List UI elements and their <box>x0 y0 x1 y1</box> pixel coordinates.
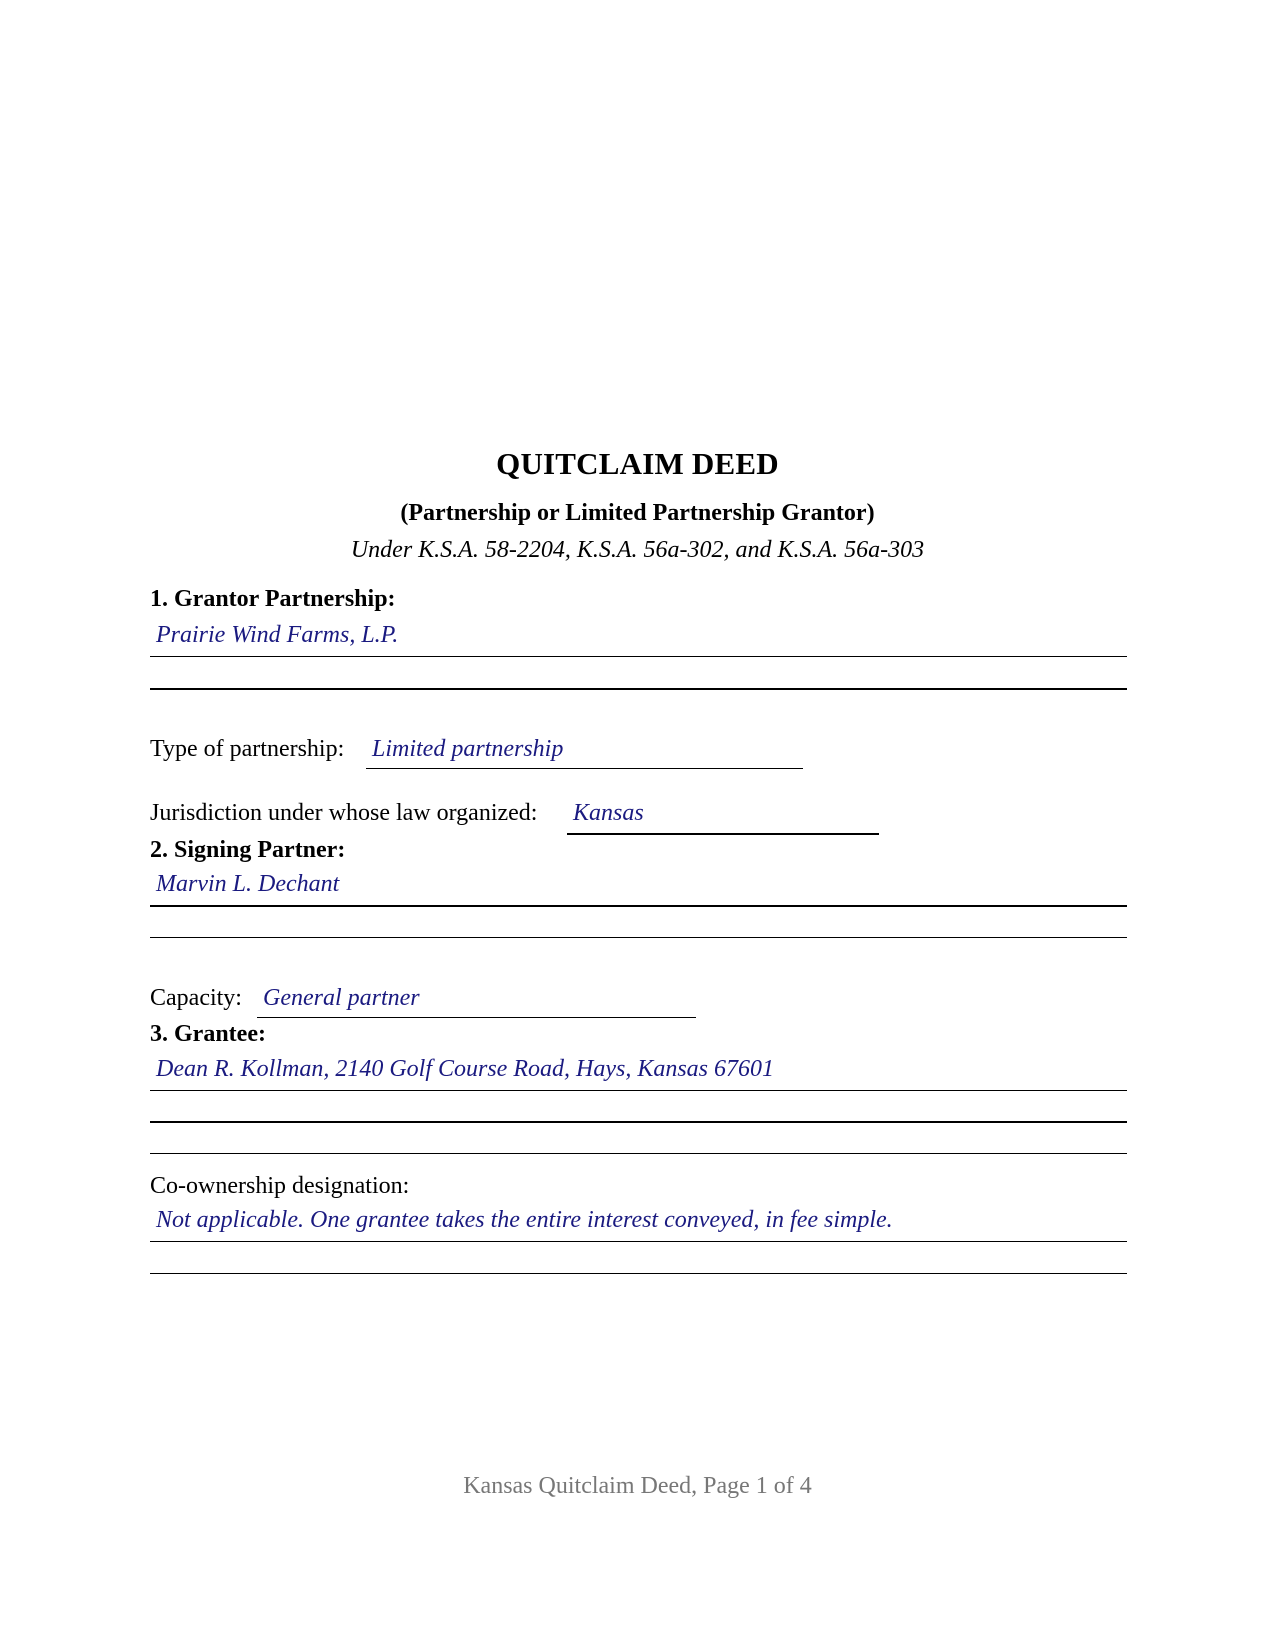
jurisdiction-value[interactable]: Kansas <box>573 800 644 826</box>
grantee-line-2 <box>150 1121 1127 1123</box>
signing-partner-name-line <box>150 905 1127 907</box>
document-title: QUITCLAIM DEED <box>496 446 779 481</box>
grantee-line-3 <box>150 1153 1127 1154</box>
grantor-name-line <box>150 656 1127 657</box>
partnership-type-line <box>366 768 803 769</box>
capacity-line <box>257 1017 696 1018</box>
coownership-value[interactable]: Not applicable. One grantee takes the entire interest conveyed, in fee simple. <box>156 1207 893 1233</box>
document-subtitle: (Partnership or Limited Partnership Grantor) <box>400 500 875 526</box>
coownership-label: Co-ownership designation: <box>150 1173 410 1199</box>
grantee-value[interactable]: Dean R. Kollman, 2140 Golf Course Road, Hays, Kansas 67601 <box>156 1056 774 1082</box>
jurisdiction-line <box>567 833 879 835</box>
grantor-heading: 1. Grantor Partnership: <box>150 586 396 612</box>
grantor-extra-line <box>150 688 1127 690</box>
coownership-line-2 <box>150 1273 1127 1274</box>
page-footer: Kansas Quitclaim Deed, Page 1 of 4 <box>463 1473 812 1499</box>
capacity-label: Capacity: <box>150 985 242 1011</box>
partnership-type-label: Type of partnership: <box>150 736 345 762</box>
coownership-line-1 <box>150 1241 1127 1242</box>
grantor-name-value[interactable]: Prairie Wind Farms, L.P. <box>156 622 399 648</box>
statute-reference: Under K.S.A. 58-2204, K.S.A. 56a-302, and K.S.A. 56a-303 <box>350 537 925 563</box>
signing-partner-heading: 2. Signing Partner: <box>150 837 346 863</box>
signing-partner-extra-line <box>150 937 1127 938</box>
partnership-type-value[interactable]: Limited partnership <box>372 736 564 762</box>
signing-partner-name-value[interactable]: Marvin L. Dechant <box>156 871 340 897</box>
grantee-heading: 3. Grantee: <box>150 1021 266 1047</box>
grantee-line-1 <box>150 1090 1127 1091</box>
jurisdiction-label: Jurisdiction under whose law organized: <box>150 800 538 826</box>
capacity-value[interactable]: General partner <box>263 985 420 1011</box>
